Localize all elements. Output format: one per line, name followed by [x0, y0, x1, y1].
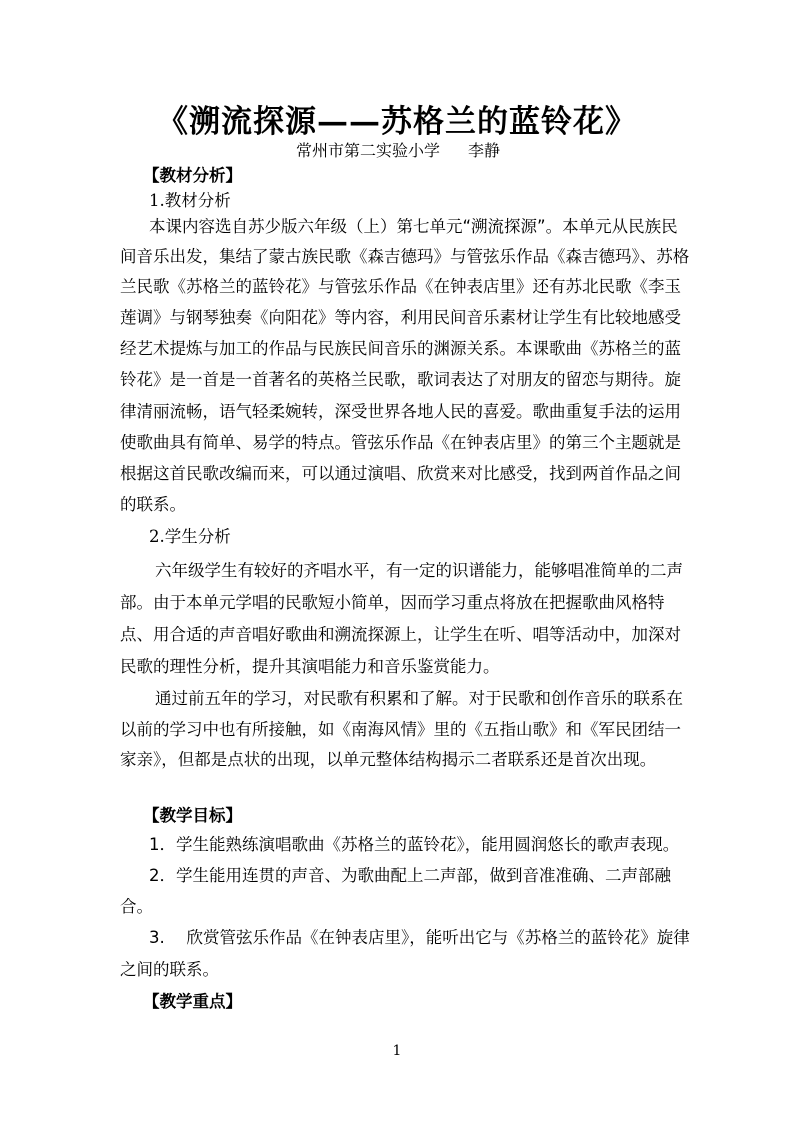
subheading-material-analysis: 1.教材分析 — [149, 191, 231, 210]
school-name: 常州市第二实验小学 — [296, 141, 441, 160]
goal-item: 之间的联系。 — [120, 960, 219, 979]
author-name: 李静 — [468, 141, 501, 160]
paragraph-line: 律清丽流畅，语气轻柔婉转，深受世界各地人民的喜爱。歌曲重复手法的运用 — [120, 402, 681, 421]
document-title: 《溯流探源——苏格兰的蓝铃花》 — [157, 104, 637, 140]
paragraph-line: 使歌曲具有简单、易学的特点。管弦乐作品《在钟表店里》的第三个主题就是 — [120, 433, 681, 452]
section-heading-material: 【教材分析】 — [143, 166, 242, 185]
paragraph-line: 经艺术提炼与加工的作品与民族民间音乐的渊源关系。本课歌曲《苏格兰的蓝 — [120, 339, 681, 358]
paragraph-line: 根据这首民歌改编而来，可以通过演唱、欣赏来对比感受，找到两首作品之间 — [120, 464, 681, 483]
paragraph-line: 的联系。 — [120, 495, 186, 514]
paragraph-line: 以前的学习中也有所接触，如《南海风情》里的《五指山歌》和《军民团结一 — [120, 720, 681, 739]
subheading-student-analysis: 2.学生分析 — [149, 527, 231, 546]
goal-item: 3. 欣赏管弦乐作品《在钟表店里》，能听出它与《苏格兰的蓝铃花》旋律 — [149, 928, 690, 947]
section-heading-goals: 【教学目标】 — [143, 806, 242, 825]
document-subtitle — [296, 138, 500, 161]
paragraph-line: 部。由于本单元学唱的民歌短小简单，因而学习重点将放在把握歌曲风格特 — [120, 593, 665, 612]
paragraph-line: 通过前五年的学习，对民歌有积累和了解。对于民歌和创作音乐的联系在 — [155, 689, 683, 708]
section-heading-focus: 【教学重点】 — [143, 992, 242, 1011]
paragraph-line: 家亲》，但都是点状的出现，以单元整体结构揭示二者联系还是首次出现。 — [120, 750, 657, 769]
page-number: 1 — [392, 1043, 402, 1059]
goal-item: 1．学生能熟练演唱歌曲《苏格兰的蓝铃花》，能用圆润悠长的歌声表现。 — [149, 835, 680, 854]
paragraph-line: 兰民歌《苏格兰的蓝铃花》与管弦乐作品《在钟表店里》还有苏北民歌《李玉 — [120, 277, 681, 296]
paragraph-line: 六年级学生有较好的齐唱水平，有一定的识谱能力，能够唱准简单的二声 — [155, 561, 683, 580]
goal-item: 合。 — [120, 897, 153, 916]
paragraph-line: 间音乐出发，集结了蒙古族民歌《森吉德玛》与管弦乐作品《森吉德玛》、苏格 — [120, 247, 690, 266]
paragraph-line: 民歌的理性分析，提升其演唱能力和音乐鉴赏能力。 — [120, 657, 500, 676]
paragraph-line: 点、用合适的声音唱好歌曲和溯流探源上，让学生在听、唱等活动中，加深对 — [120, 625, 681, 644]
goal-item: 2．学生能用连贯的声音、为歌曲配上二声部，做到音准准确、二声部融 — [149, 866, 671, 885]
paragraph-line: 本课内容选自苏少版六年级（上）第七单元“溯流探源”。本单元从民族民 — [149, 217, 678, 236]
paragraph-line: 铃花》是一首是一首著名的英格兰民歌，歌词表达了对朋友的留恋与期待。旋 — [120, 370, 681, 389]
paragraph-line: 莲调》与钢琴独奏《向阳花》等内容，利用民间音乐素材让学生有比较地感受 — [120, 308, 681, 327]
